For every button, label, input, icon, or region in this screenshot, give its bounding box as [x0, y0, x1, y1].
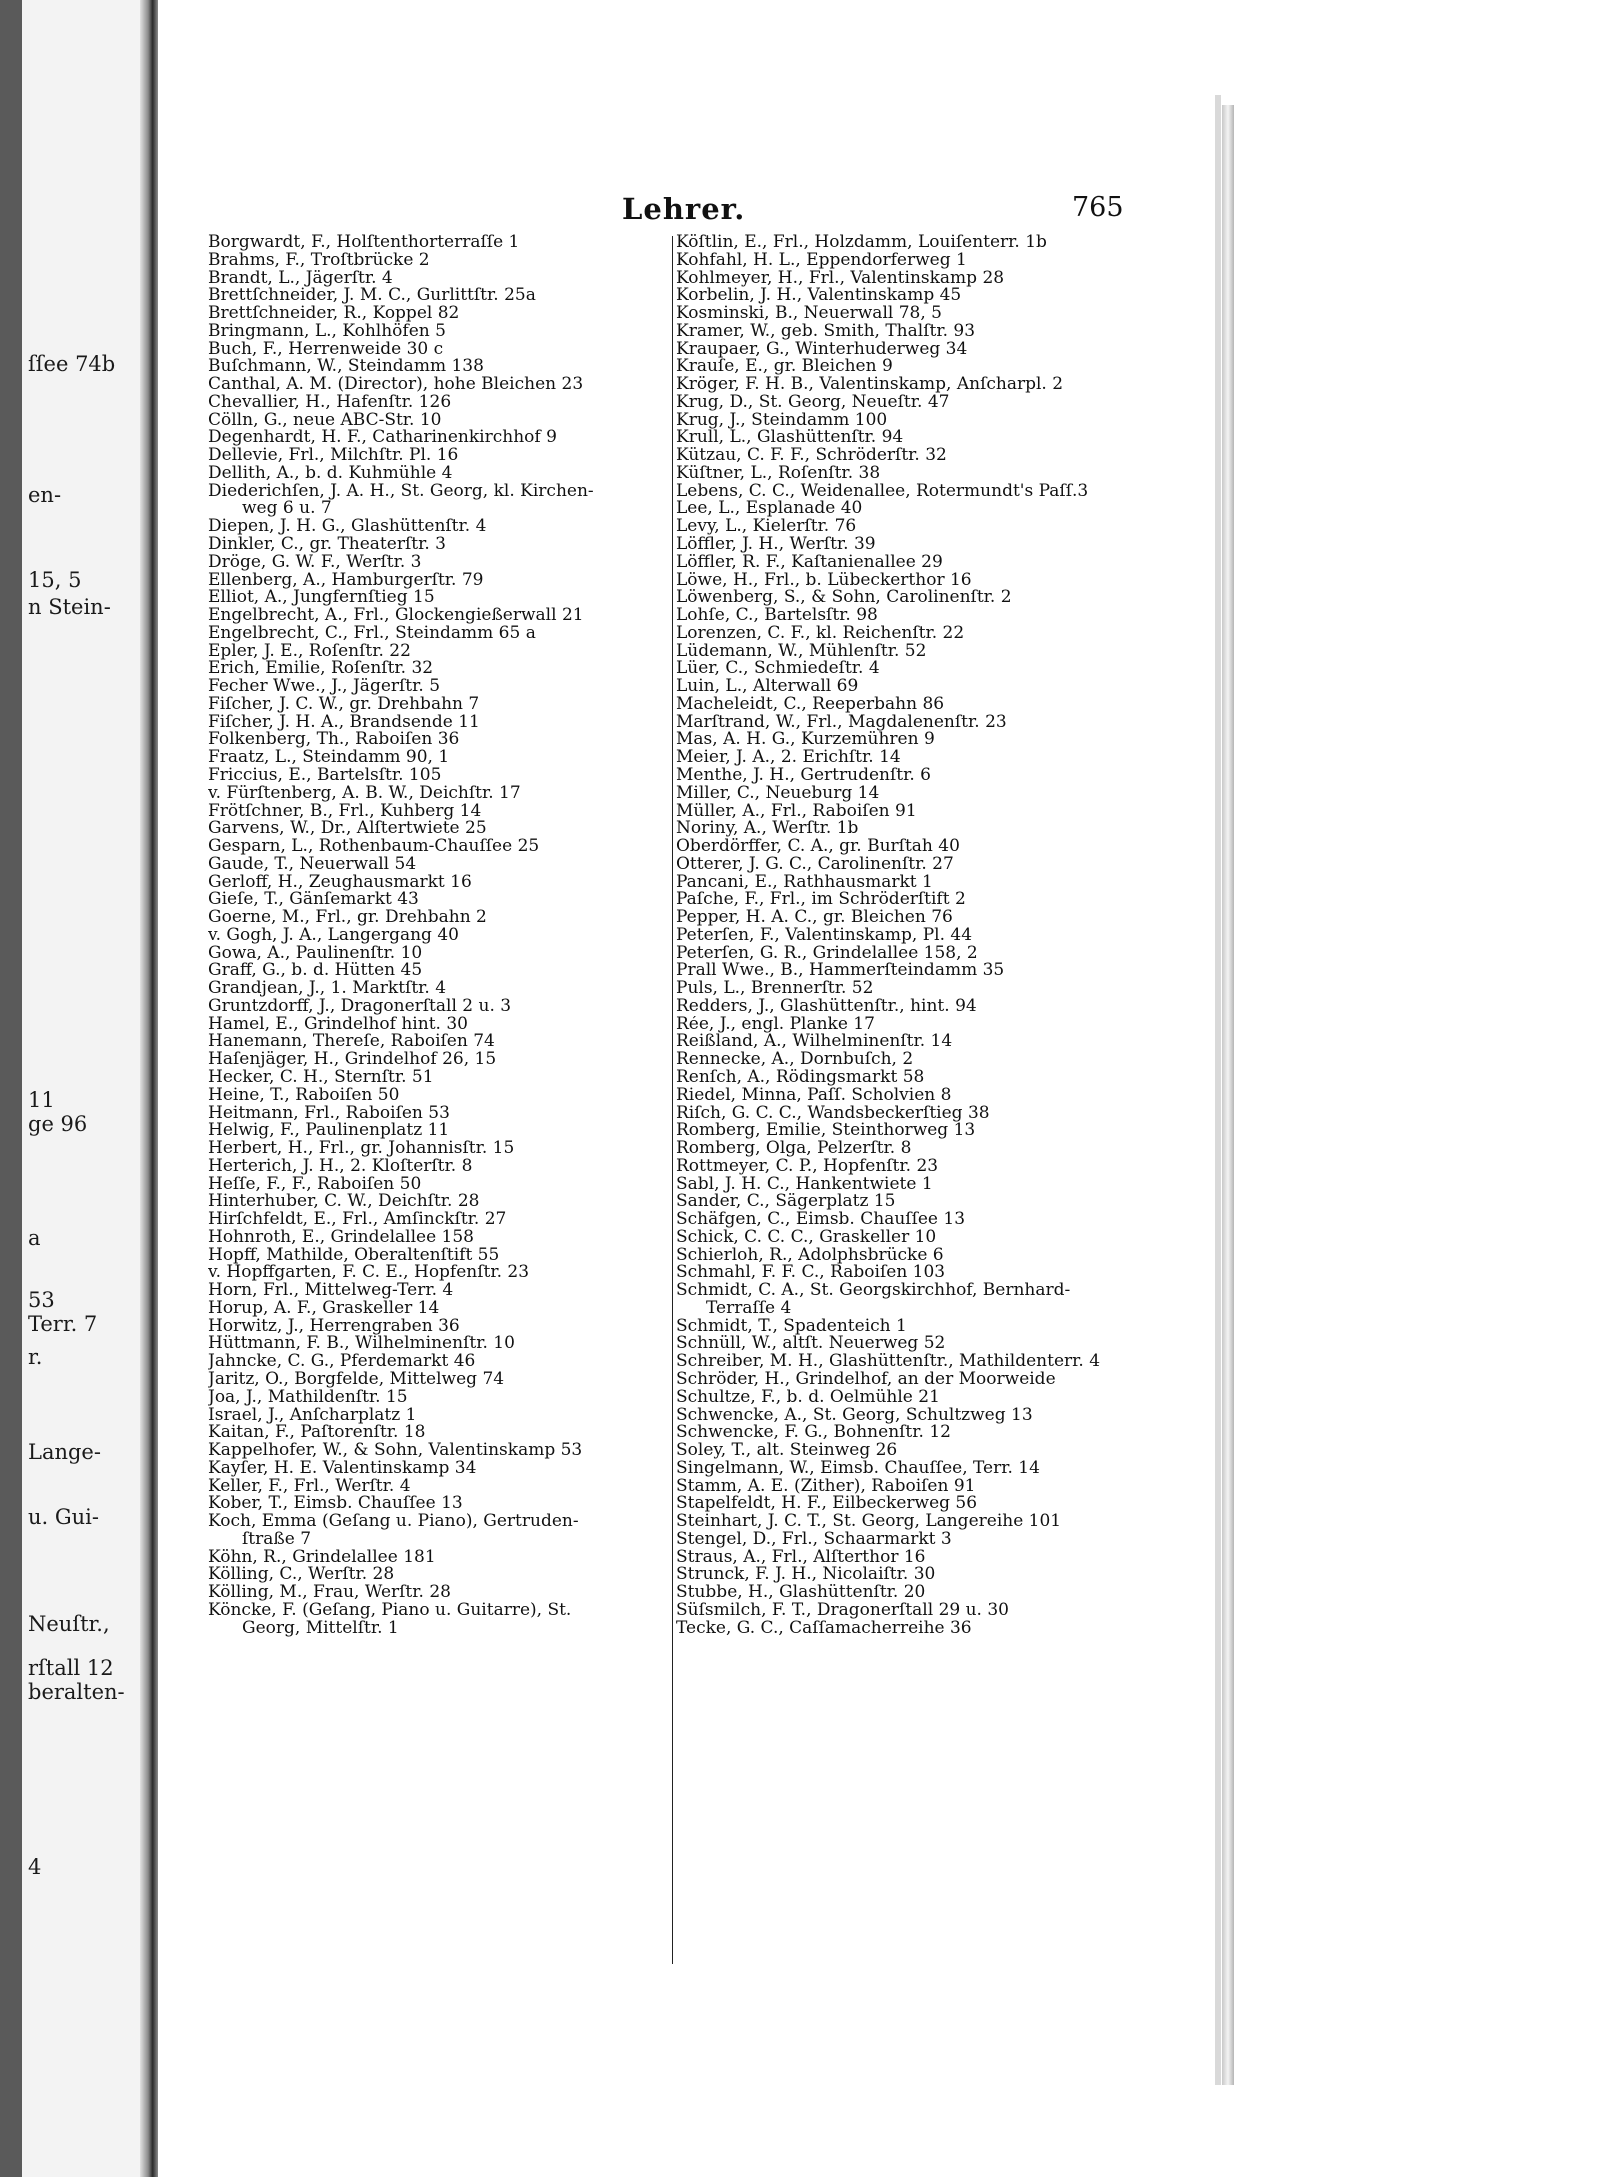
directory-entry: Heitmann, Frl., Raboiſen 53 — [208, 1104, 450, 1123]
page-number: 765 — [1072, 192, 1124, 223]
directory-entry: Dellith, A., b. d. Kuhmühle 4 — [208, 464, 453, 483]
directory-entry: Lebens, C. C., Weidenallee, Rotermundt's Paſſ.3 — [676, 482, 1089, 501]
directory-entry: Jaritz, O., Borgfelde, Mittelweg 74 — [208, 1371, 505, 1389]
directory-entry: Dinkler, C., gr. Theaterſtr. 3 — [208, 536, 446, 554]
directory-entry: Riſch, G. C. C., Wandsbeckerſtieg 38 — [676, 1104, 990, 1123]
left-page-edge — [22, 0, 140, 2177]
left-fragment: n Stein- — [28, 595, 111, 619]
directory-entry: Erich, Emilie, Roſenſtr. 32 — [208, 660, 434, 679]
directory-entry: Chevallier, H., Hafenſtr. 126 — [208, 393, 452, 412]
directory-entry: v. Hopffgarten, F. C. E., Hopfenſtr. 23 — [208, 1264, 530, 1283]
directory-entry: Renſch, A., Rödingsmarkt 58 — [676, 1068, 925, 1087]
directory-entry: Küſtner, L., Roſenſtr. 38 — [676, 464, 881, 483]
directory-entry: Cölln, G., neue ABC-Str. 10 — [208, 411, 442, 430]
directory-entry: Lee, L., Esplanade 40 — [676, 500, 863, 519]
directory-entry: Graff, G., b. d. Hütten 45 — [208, 962, 423, 981]
directory-entry: Hirſchfeldt, E., Frl., Amſinckſtr. 27 — [208, 1211, 507, 1229]
directory-entry: Gieſe, T., Gänſemarkt 43 — [208, 891, 419, 910]
directory-entry: Krauſe, E., gr. Bleichen 9 — [676, 358, 893, 377]
directory-entry: Schreiber, M. H., Glashüttenſtr., Mathildenterr. 4 — [676, 1353, 1101, 1371]
directory-entry: Gruntzdorff, J., Dragonerſtall 2 u. 3 — [208, 997, 512, 1016]
directory-entry: Kölling, M., Frau, Werſtr. 28 — [208, 1584, 451, 1602]
directory-entry: Schmahl, F. F. C., Raboiſen 103 — [676, 1264, 946, 1283]
directory-entry: Korbelin, J. H., Valentinskamp 45 — [676, 287, 962, 306]
directory-entry: Redders, J., Glashüttenſtr., hint. 94 — [676, 997, 977, 1016]
directory-entry: Brettſchneider, R., Koppel 82 — [208, 305, 460, 323]
directory-entry: Luin, L., Alterwall 69 — [676, 678, 859, 696]
directory-entry: Löffler, J. H., Werſtr. 39 — [676, 536, 876, 554]
directory-entry: Oberdörffer, C. A., gr. Burſtah 40 — [676, 838, 960, 856]
directory-entry: Schwencke, A., St. Georg, Schultzweg 13 — [676, 1406, 1033, 1425]
directory-entry: Lüdemann, W., Mühlenſtr. 52 — [676, 642, 927, 661]
directory-entry: Hinterhuber, C. W., Deichſtr. 28 — [208, 1193, 480, 1212]
directory-entry: Löffler, R. F., Kaſtanienallee 29 — [676, 553, 943, 572]
directory-entry: Schmidt, T., Spadenteich 1 — [676, 1317, 907, 1336]
directory-entry: Sander, C., Sägerplatz 15 — [676, 1193, 896, 1212]
directory-entry: Joa, J., Mathildenſtr. 15 — [208, 1388, 408, 1407]
directory-entry: Horup, A. F., Graskeller 14 — [208, 1299, 440, 1318]
directory-entry: Puls, L., Brennerſtr. 52 — [676, 980, 874, 998]
page-edge — [1215, 95, 1221, 2085]
directory-entry: Heine, T., Raboiſen 50 — [208, 1086, 400, 1105]
scan-gutter — [0, 0, 22, 2177]
directory-entry: Georg, Mittelſtr. 1 — [242, 1619, 399, 1638]
directory-entry: Hanemann, Thereſe, Raboiſen 74 — [208, 1033, 495, 1052]
directory-entry: Krug, J., Steindamm 100 — [676, 411, 888, 430]
directory-entry: Elliot, A., Jungfernſtieg 15 — [208, 589, 435, 608]
directory-entry: Prall Wwe., B., Hammerſteindamm 35 — [676, 962, 1005, 981]
left-fragment: rſtall 12 — [28, 1656, 114, 1680]
directory-entry: weg 6 u. 7 — [242, 500, 332, 519]
directory-entry: Romberg, Emilie, Steinthorweg 13 — [676, 1122, 976, 1141]
directory-entry: Pancani, E., Rathhausmarkt 1 — [676, 873, 933, 892]
directory-entry: Schnüll, W., altſt. Neuerweg 52 — [676, 1335, 946, 1354]
directory-entry: Fraatz, L., Steindamm 90, 1 — [208, 749, 450, 767]
directory-entry: Ellenberg, A., Hamburgerſtr. 79 — [208, 571, 484, 590]
directory-entry: Romberg, Olga, Pelzerſtr. 8 — [676, 1140, 912, 1158]
directory-entry: v. Fürſtenberg, A. B. W., Deichſtr. 17 — [208, 784, 521, 803]
directory-entry: Kosminski, B., Neuerwall 78, 5 — [676, 305, 942, 323]
directory-entry: Borgwardt, F., Holſtenthorterraſſe 1 — [208, 234, 520, 252]
directory-entry: Steinhart, J. C. T., St. Georg, Langereihe 101 — [676, 1513, 1062, 1531]
directory-entry: Degenhardt, H. F., Catharinenkirchhof 9 — [208, 429, 557, 448]
directory-entry: Schäfgen, C., Eimsb. Chauſſee 13 — [676, 1211, 966, 1229]
directory-entry: Diederichſen, J. A. H., St. Georg, kl. Kirchen- — [208, 482, 594, 501]
directory-entry: Dellevie, Frl., Milchſtr. Pl. 16 — [208, 447, 459, 465]
left-fragment: Lange- — [28, 1440, 101, 1464]
directory-entry: Lohſe, C., Bartelsſtr. 98 — [676, 607, 878, 625]
directory-entry: Bringmann, L., Kohlhöfen 5 — [208, 322, 446, 341]
directory-entry: Gerloff, H., Zeughausmarkt 16 — [208, 873, 472, 892]
directory-entry: Schwencke, F. G., Bohnenſtr. 12 — [676, 1424, 951, 1443]
directory-entry: Hohnroth, E., Grindelallee 158 — [208, 1228, 474, 1247]
directory-entry: Herbert, H., Frl., gr. Johannisſtr. 15 — [208, 1140, 515, 1158]
directory-entry: Brahms, F., Troſtbrücke 2 — [208, 251, 430, 270]
directory-entry: Goerne, M., Frl., gr. Drehbahn 2 — [208, 909, 487, 927]
directory-entry: Kaitan, F., Paſtorenſtr. 18 — [208, 1424, 426, 1443]
directory-entry: Engelbrecht, C., Frl., Steindamm 65 a — [208, 624, 536, 643]
directory-entry: Löwe, H., Frl., b. Lübeckerthor 16 — [676, 571, 972, 590]
directory-entry: Horn, Frl., Mittelweg-Terr. 4 — [208, 1282, 454, 1300]
directory-entry: Meier, J. A., 2. Erichſtr. 14 — [676, 749, 901, 767]
directory-entry: Rottmeyer, C. P., Hopfenſtr. 23 — [676, 1157, 939, 1176]
directory-entry: Stamm, A. E. (Zither), Raboiſen 91 — [676, 1477, 976, 1496]
directory-entry: Miller, C., Neueburg 14 — [676, 784, 880, 803]
directory-entry: Peterſen, F., Valentinskamp, Pl. 44 — [676, 926, 973, 945]
directory-entry: Schmidt, C. A., St. Georgskirchhof, Bernhard- — [676, 1282, 1071, 1300]
left-fragment: r. — [28, 1345, 43, 1369]
directory-entry: Marſtrand, W., Frl., Magdalenenſtr. 23 — [676, 713, 1007, 732]
directory-entry: Schultze, F., b. d. Oelmühle 21 — [676, 1388, 940, 1407]
left-fragment: ge 96 — [28, 1112, 88, 1136]
left-fragment: 15, 5 — [28, 568, 82, 592]
page-edge — [1222, 105, 1234, 2085]
directory-entry: Terraſſe 4 — [706, 1299, 792, 1318]
directory-entry: Hecker, C. H., Sternſtr. 51 — [208, 1068, 434, 1087]
directory-entry: Diepen, J. H. G., Glashüttenſtr. 4 — [208, 518, 487, 537]
left-fragment: en- — [28, 483, 62, 507]
directory-entry: Süſsmilch, F. T., Dragonerſtall 29 u. 30 — [676, 1601, 1009, 1620]
directory-entry: Noriny, A., Werſtr. 1b — [676, 820, 859, 839]
directory-entry: Lüer, C., Schmiedeſtr. 4 — [676, 660, 880, 679]
directory-entry: Hamel, E., Grindelhof hint. 30 — [208, 1015, 468, 1034]
directory-entry: Gowa, A., Paulinenſtr. 10 — [208, 944, 423, 963]
directory-entry: Buch, F., Herrenweide 30 c — [208, 340, 444, 359]
directory-entry: Krull, L., Glashüttenſtr. 94 — [676, 429, 904, 448]
directory-entry: Israel, J., Anſcharplatz 1 — [208, 1406, 417, 1425]
directory-entry: Hopff, Mathilde, Oberaltenſtift 55 — [208, 1246, 500, 1265]
directory-entry: Kraupaer, G., Winterhuderweg 34 — [676, 340, 968, 359]
left-fragment: 53 — [28, 1288, 55, 1312]
directory-entry: ſtraße 7 — [242, 1530, 312, 1549]
directory-entry: Brandt, L., Jägerſtr. 4 — [208, 269, 393, 288]
directory-entry: Kützau, C. F. F., Schröderſtr. 32 — [676, 447, 947, 465]
directory-entry: Fiſcher, J. C. W., gr. Drehbahn 7 — [208, 695, 480, 714]
directory-entry: Peterſen, G. R., Grindelallee 158, 2 — [676, 944, 978, 963]
directory-entry: Helwig, F., Paulinenplatz 11 — [208, 1122, 450, 1141]
directory-entry: Koch, Emma (Geſang u. Piano), Gertruden- — [208, 1513, 579, 1531]
directory-entry: Buſchmann, W., Steindamm 138 — [208, 358, 484, 377]
directory-entry: Straus, A., Frl., Alſterthor 16 — [676, 1548, 926, 1567]
directory-entry: Kappelhofer, W., & Sohn, Valentinskamp 53 — [208, 1442, 583, 1460]
directory-entry: Köſtlin, E., Frl., Holzdamm, Louiſenterr. 1b — [676, 234, 1047, 252]
page-title: Lehrer. — [622, 192, 746, 226]
left-fragment: beralten- — [28, 1680, 125, 1704]
left-fragment: Neuſtr., — [28, 1612, 110, 1636]
directory-entry: Soley, T., alt. Steinweg 26 — [676, 1442, 898, 1460]
left-fragment: ſſee 74b — [28, 352, 116, 376]
directory-entry: Hüttmann, F. B., Wilhelminenſtr. 10 — [208, 1335, 515, 1354]
directory-entry: Fiſcher, J. H. A., Brandsende 11 — [208, 713, 480, 732]
directory-entry: Stapelfeldt, H. F., Eilbeckerweg 56 — [676, 1495, 978, 1514]
directory-entry: Löwenberg, S., & Sohn, Carolinenſtr. 2 — [676, 589, 1012, 608]
directory-entry: Kohfahl, H. L., Eppendorferweg 1 — [676, 251, 967, 270]
directory-entry: Heſſe, F., F., Raboiſen 50 — [208, 1175, 422, 1194]
directory-entry: Paſche, F., Frl., im Schröderſtift 2 — [676, 891, 966, 910]
directory-entry: Singelmann, W., Eimsb. Chauſſee, Terr. 14 — [676, 1459, 1040, 1478]
directory-entry: Kröger, F. H. B., Valentinskamp, Anſcharpl. 2 — [676, 376, 1064, 394]
directory-entry: Müller, A., Frl., Raboiſen 91 — [676, 802, 917, 821]
book-spine — [140, 0, 158, 2177]
right-column — [672, 234, 1137, 1637]
directory-entry: Macheleidt, C., Reeperbahn 86 — [676, 695, 945, 714]
directory-entry: Engelbrecht, A., Frl., Glockengießerwall 21 — [208, 607, 584, 625]
directory-entry: Schierloh, R., Adolphsbrücke 6 — [676, 1246, 944, 1265]
directory-entry: Kober, T., Eimsb. Chauſſee 13 — [208, 1495, 463, 1514]
directory-entry: Kramer, W., geb. Smith, Thalſtr. 93 — [676, 322, 976, 341]
directory-entry: Stengel, D., Frl., Schaarmarkt 3 — [676, 1530, 952, 1549]
directory-entry: Reißland, A., Wilhelminenſtr. 14 — [676, 1033, 953, 1052]
directory-entry: Haſenjäger, H., Grindelhof 26, 15 — [208, 1051, 497, 1069]
left-fragment: 11 — [28, 1088, 55, 1112]
directory-entry: Friccius, E., Bartelsſtr. 105 — [208, 766, 442, 785]
directory-entry: Levy, L., Kielerſtr. 76 — [676, 518, 857, 537]
directory-entry: Lorenzen, C. F., kl. Reichenſtr. 22 — [676, 624, 965, 643]
directory-entry: Kölling, C., Werſtr. 28 — [208, 1566, 395, 1585]
directory-entry: Strunck, F. J. H., Nicolaiſtr. 30 — [676, 1566, 936, 1585]
directory-entry: Grandjean, J., 1. Marktſtr. 4 — [208, 980, 447, 998]
left-fragment: u. Gui- — [28, 1505, 99, 1529]
left-fragment: a — [28, 1226, 41, 1250]
directory-entry: Menthe, J. H., Gertrudenſtr. 6 — [676, 766, 931, 785]
directory-entry: Köncke, F. (Geſang, Piano u. Guitarre), St. — [208, 1601, 572, 1620]
left-column — [208, 234, 675, 1637]
directory-entry: Garvens, W., Dr., Alſtertwiete 25 — [208, 820, 487, 839]
directory-entry: Gesparn, L., Rothenbaum-Chauſſee 25 — [208, 838, 540, 856]
directory-entry: Köhn, R., Grindelallee 181 — [208, 1548, 436, 1567]
directory-entry: Rennecke, A., Dornbuſch, 2 — [676, 1051, 914, 1069]
directory-entry: Mas, A. H. G., Kurzemühren 9 — [676, 731, 935, 750]
left-fragment: 4 — [28, 1855, 42, 1879]
directory-entry: Kohlmeyer, H., Frl., Valentinskamp 28 — [676, 269, 1005, 288]
directory-entry: Frötſchner, B., Frl., Kuhberg 14 — [208, 802, 482, 821]
directory-entry: Riedel, Minna, Paſſ. Scholvien 8 — [676, 1086, 952, 1105]
directory-entry: Canthal, A. M. (Director), hohe Bleichen 23 — [208, 376, 584, 394]
directory-entry: v. Gogh, J. A., Langergang 40 — [208, 926, 459, 945]
directory-entry: Kayſer, H. E. Valentinskamp 34 — [208, 1459, 477, 1478]
directory-entry: Gaude, T., Neuerwall 54 — [208, 855, 417, 874]
directory-entry: Stubbe, H., Glashüttenſtr. 20 — [676, 1584, 926, 1602]
directory-entry: Pepper, H. A. C., gr. Bleichen 76 — [676, 909, 953, 927]
directory-entry: Folkenberg, Th., Raboiſen 36 — [208, 731, 460, 750]
directory-entry: Keller, F., Frl., Werſtr. 4 — [208, 1477, 411, 1496]
directory-entry: Jahncke, C. G., Pferdemarkt 46 — [208, 1353, 476, 1371]
directory-entry: Schick, C. C. C., Graskeller 10 — [676, 1228, 937, 1247]
directory-entry: Epler, J. E., Roſenſtr. 22 — [208, 642, 411, 661]
directory-entry: Schröder, H., Grindelhof, an der Moorweide — [676, 1371, 1056, 1389]
directory-entry: Krug, D., St. Georg, Neueſtr. 47 — [676, 393, 950, 412]
directory-entry: Brettſchneider, J. M. C., Gurlittſtr. 25a — [208, 287, 536, 306]
directory-entry: Dröge, G. W. F., Werſtr. 3 — [208, 553, 422, 572]
directory-entry: Horwitz, J., Herrengraben 36 — [208, 1317, 460, 1336]
directory-entry: Fecher Wwe., J., Jägerſtr. 5 — [208, 678, 441, 696]
directory-entry: Herterich, J. H., 2. Kloſterſtr. 8 — [208, 1157, 473, 1176]
directory-entry: Rée, J., engl. Planke 17 — [676, 1015, 875, 1034]
directory-entry: Tecke, G. C., Caſſamacherreihe 36 — [676, 1619, 972, 1638]
directory-entry: Otterer, J. G. C., Carolinenſtr. 27 — [676, 855, 954, 874]
directory-entry: Sabl, J. H. C., Hankentwiete 1 — [676, 1175, 933, 1194]
left-fragment: Terr. 7 — [28, 1312, 98, 1336]
